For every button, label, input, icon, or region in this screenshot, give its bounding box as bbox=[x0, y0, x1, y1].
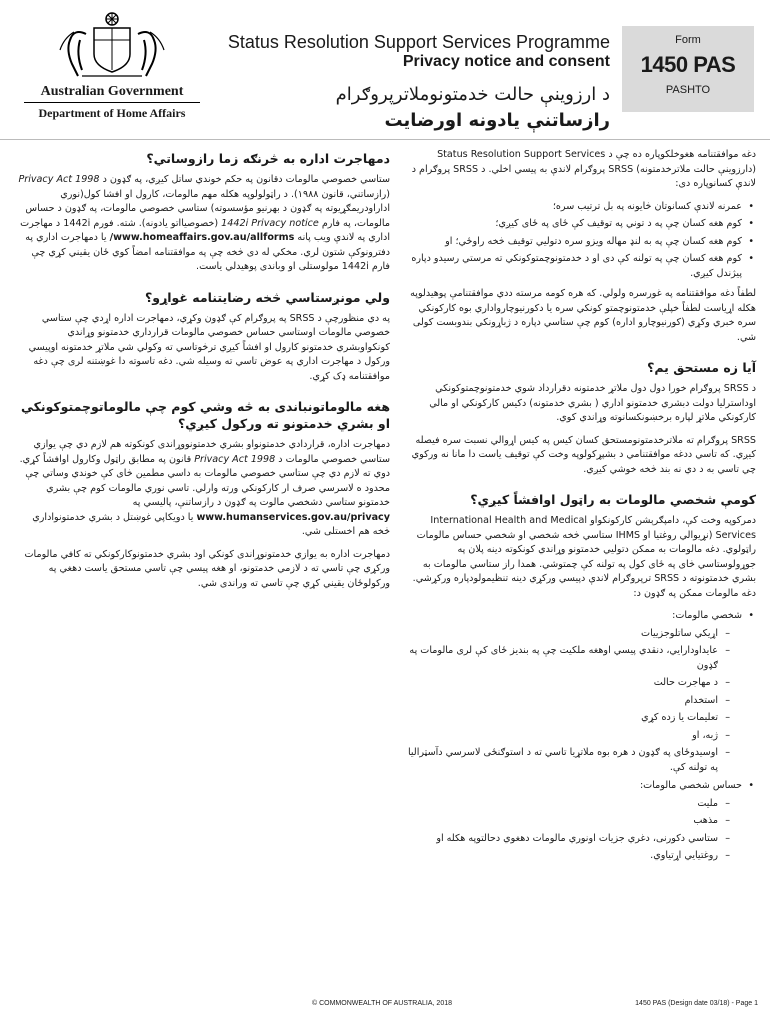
title-block bbox=[222, 32, 610, 134]
eligibility-paragraph: د SRSS پروګرام خورا دول دول ملاتړ خدمتونه دقرارداد شوي خدمتونوچمتوکونکي اوداسترليا دولت دبشري خدمتونو اداري ( بشري خدمتونه) دکيس کارکونکي او مالي کارکونکي ملاتړ لپاره برخښونکسانوته وړاندي کوي. bbox=[429, 383, 756, 423]
list-item: • کوم هغه کسان چې په به لنډ مهاله ويزو سره دتوليي توقيف څخه راوځي؛ او bbox=[400, 235, 756, 250]
section-heading-information-handling: هغه مالوماتونباندی به څه وشي کوم چې مالوماتوچمتوکونکي او بشري خدمتونو ته ورکول کيږي؟ bbox=[20, 399, 390, 431]
read-carefully-paragraph: لطفاً دغه موافقتنامه په غورسره ولولي. که هره کومه مرسته ددي موافقتنامې پوهيدلوپه هکله اړياست لطفاً خپلې خدمتونوچمتو کونکي سره يا دکورنيوچارواداري بوه کارکونکي سره خبري وکړي (کورنيوچارو اداره) کوم چې ستاسي دپاره د ژباړونکي بندوبست کولی شي. bbox=[410, 288, 756, 343]
list-item: – اړيکي ساتلوجزييات bbox=[400, 627, 732, 642]
list-item: – ژبه، او bbox=[400, 729, 732, 744]
list-item-label: حساس شخصي مالومات: bbox=[639, 780, 742, 791]
government-logo bbox=[12, 10, 212, 120]
copyright-notice: © COMMONWEALTH OF AUSTRALIA, 2018 bbox=[312, 1000, 452, 1007]
coat-of-arms-icon bbox=[52, 10, 172, 80]
text-run: دمهاجرت اداره، قراردادي خدمتونواو بشري خدمتونووړاندی کونکوته هم لازم دي چې يوازي ستاسي خصوصي مالومات د bbox=[33, 439, 390, 465]
home-affairs-forms-link[interactable]: www.homeaffairs.gov.au/allforms/ bbox=[109, 232, 295, 243]
government-name: Australian Government bbox=[40, 84, 184, 99]
privacy-protection-paragraph bbox=[14, 173, 390, 275]
list-item: – د مهاجرت حالت bbox=[400, 676, 732, 691]
list-item: • عمرنه لاندې کسانوتان څايونه په بل ترتيب سره؛ bbox=[400, 200, 756, 215]
list-item: • کوم هغه کسان چې په د توني په توقيف کې ځای په ځای کيږي؛ bbox=[400, 217, 756, 232]
text-run: (خصوصيااتو يادونه). شته. فورم 1442i د مهاجرت اداري په لاندې ويب پانه bbox=[20, 217, 390, 243]
page-info: 1450 PAS (Design date 03/18) - Page 1 bbox=[635, 1000, 758, 1007]
list-item: – تعليمات يا زده کړي bbox=[400, 711, 732, 726]
list-item: – استخدام bbox=[400, 694, 732, 709]
department-name: Department of Home Affairs bbox=[38, 106, 186, 120]
text-run: يا دمهاجرت اداري په دفترونوکې شتون لري. مخکي له دی څخه چې په موافقتنامه امضاً کوي ځان يقيني کړي چې فارم 1442i مولوستلی او وباندی پوهيدلي ياست. bbox=[25, 232, 390, 272]
list-item-label: شخصي مالومات: bbox=[672, 610, 742, 621]
why-consent-paragraph: په دي منظورچې د SRSS په پروګرام کې ګډون وکړي، دمهاجرت اداره اړدي چې ستاسي خصوصي مالومات اوستاسي حساس خصوصي مالومات قرارداري خدمتونو وړاندي کونکواوبشري خدمتونو کارول او افشاً کيږي ترڅوتاسي ته وکولي شي ملاتړ خدمتونه اوپيسي ورکول د مهاجرت اداري په عوض تاسي ته وسيله شي. دغه تاسوته دا غوښتنه لری چې دغه موافقتنامه ډک کړي. bbox=[28, 312, 390, 382]
list-item bbox=[400, 779, 756, 864]
information-sharing-paragraph: دمهاجرت اداره به يوازي خدمتونوړاندی کونکي اود بشري خدمتونوکارکونکي ته کافي مالومات ورکړي چې تاسي ته د لازمي خدمتونو، او هغه پيسي چې تاسي مستحق ياست دهغي په ورکولوځان يقيني کړي چې تاسي ته وراندی شي. bbox=[24, 548, 390, 589]
list-item: – مذهب bbox=[400, 814, 732, 829]
left-column bbox=[14, 148, 390, 599]
eligibility-list bbox=[400, 200, 756, 282]
form-number: 1450 PAS bbox=[640, 52, 736, 77]
privacy-act-reference: Privacy Act 1998 bbox=[18, 174, 100, 185]
text-run: قانون په مطابق راټول وکارول اوافشاً کړي. دوي ته لازم دي چې ستاسي خصوصي مالومات به داسي مطمين څای کې خوندي وساتي چې محدود ه لاسرسي صرف ار کارکونکي ورته وارلي. تاسي نوري مالومات کوم چې بشري خدمتونو ستاسي دشخصي مالوت په ګډون د رازساتنې، پاليسي په bbox=[19, 453, 390, 508]
text-run: يا دويکاپي غوښتل د بشري خدمتونواداري څخه هم اخستلی شي. bbox=[32, 511, 390, 537]
form-id-box bbox=[622, 26, 754, 112]
pashto-subtitle: رازساتنې يادونه اورضايت bbox=[384, 110, 610, 131]
program-title: Status Resolution Support Services Programme bbox=[227, 32, 610, 52]
case-by-case-paragraph: SRSS پروګرام ته ملاترخدمتونومستحق کسان کيس په کيس اړوالي نسبت سره فيصله کيږي. که تاسي ددغه موافقتنامي د بشپړکولوپه وخت کې توقيف ياست دا مانا نه ورکوي چي تاسي به د دي نه بند څخه خوشي کيږي. bbox=[411, 434, 756, 475]
section-heading-eligibility: آيا زه مستحق يم؟ bbox=[647, 360, 756, 375]
human-services-privacy-link[interactable]: www.humanservices.gov.au/privacy bbox=[196, 511, 390, 523]
intro-paragraph: دغه موافقتنامه هغوخلکوپاره ده چې د Status Resolution Support Services (دارزوينې حالت ملاترخدمتونه) SRSS پروګرام لاندې به پيسي اخلي. د SRSS پروګرام د لاندې کسانوپاره دی: bbox=[411, 149, 756, 189]
list-item: – روغتيايي اړتياوي. bbox=[400, 849, 732, 864]
list-item bbox=[400, 609, 756, 775]
list-item: • کوم هغه کسان چې په تولنه کې دی او د خدمتونوچمتوکونکي ته مرستي رسيدو دپاره پيژندل کيږي. bbox=[400, 252, 756, 281]
information-collected-paragraph: دمرکوپه وخت کې، دامپګرېشن کارکونکواو International Health and Medical Services (نړيوالي روغتيا او IHMS ستاسي څخه شخصي او شخصي حساس مالومات راټولوي. دغه مالومات به ممکن دتوليي خدمتونو وړاندي کونکوته دينه پلان په جوړولوستاسي څای په ځای کول په تولنه کې چمتوشي. همدا راز ستاسي مالومات به بشري خدمتونوته د SRSS ترپروګرام لاندې دپيسي ورکړي دينه تنظيمولودپاره ورکړشي. دغه مالومات ممکن په ګډون د: bbox=[412, 515, 756, 599]
pashto-title: د ارزوينې حالت خدمتونوملاترپروګرام bbox=[335, 84, 610, 105]
information-handling-paragraph bbox=[14, 438, 390, 540]
section-heading-information-collected: کومې شخصي مالومات به راټول اوافشاً کيږي؟ bbox=[470, 492, 756, 507]
text-run: ستاسي خصوصي مالومات دقانون په حکم خوندي ساتل کيږي، په ګډون د bbox=[99, 174, 390, 185]
right-column bbox=[400, 148, 756, 870]
personal-information-sublist bbox=[400, 627, 732, 776]
form-label: Form bbox=[675, 34, 701, 46]
logo-divider bbox=[24, 102, 200, 103]
sensitive-information-sublist bbox=[400, 797, 732, 864]
information-list bbox=[400, 609, 756, 864]
section-heading-why-consent: ولي مونږستاسي څخه رضايتنامه غواړو؟ bbox=[145, 289, 390, 305]
privacy-notice-form-reference: 1442i Privacy notice bbox=[221, 217, 319, 229]
list-item: – عايداودارايي، دنقدي پيسي اوهغه ملکيت چې په بنديز ځای کې لری مالومات په ګډون bbox=[400, 644, 732, 673]
privacy-act-reference: Privacy Act 1998 bbox=[194, 453, 276, 465]
program-subtitle: Privacy notice and consent bbox=[402, 53, 610, 70]
list-item: – مليت bbox=[400, 797, 732, 812]
form-language: PASHTO bbox=[665, 84, 711, 96]
list-item: – اوسيدوځای په ګډون د هره بوه ملاتړيا تاسي ته د استوګنځی لاسرسي دآسټراليا په تولنه کې. bbox=[400, 746, 732, 775]
section-heading-privacy-protection: دمهاجرت اداره به څرنګه زما رازوساتي؟ bbox=[146, 151, 390, 166]
list-item: – ستاسي دکورنی، دغري جزيات اونوري مالومات دهغوي دحالتوپه هکله او bbox=[400, 832, 732, 847]
text-run: (رازساتني، قانون ۱۹۸۸). د راټولولوپه هکله مهم مالومات، کارول او افشا کول(نوري اداراودريمګړيوته په ګډون د بهرنيو مؤسسوته) ستاسي خصوصي مالومات، په ګډون د حساس مالومات، په فارم bbox=[25, 188, 390, 229]
header-divider bbox=[0, 139, 770, 140]
